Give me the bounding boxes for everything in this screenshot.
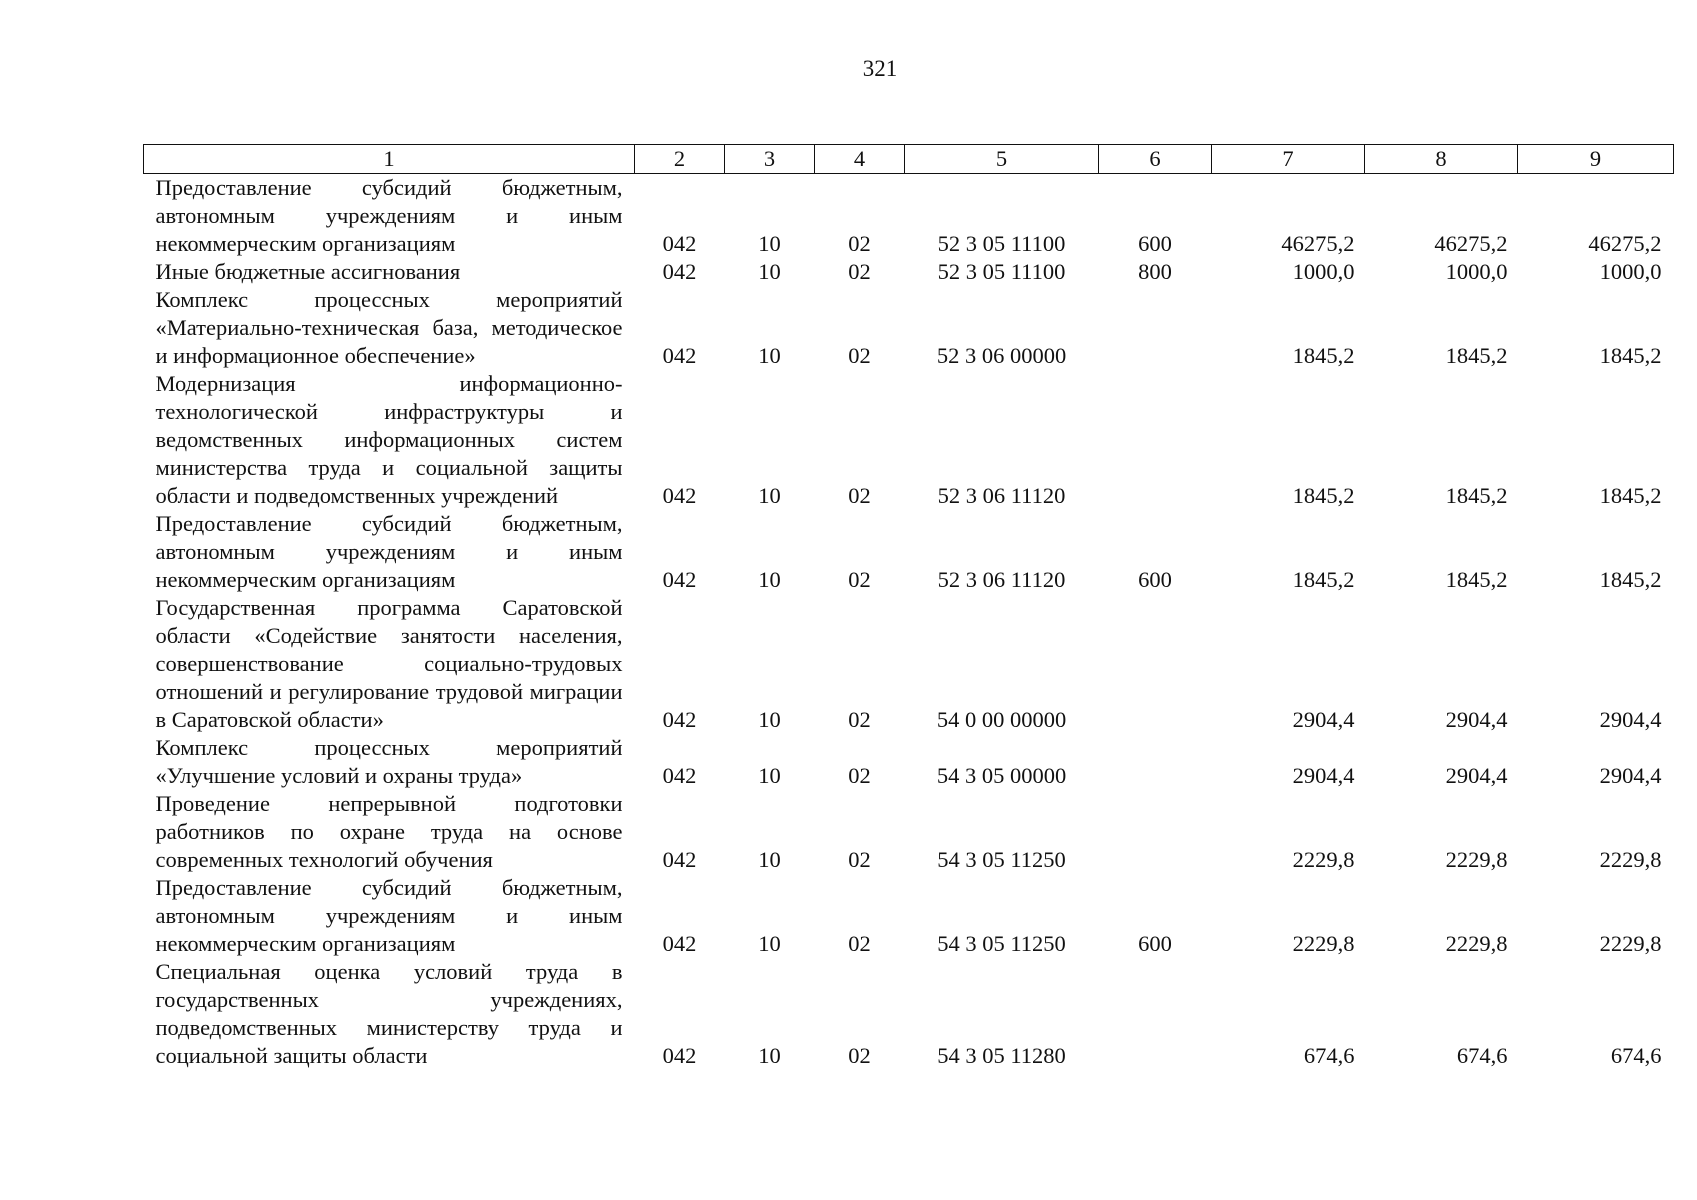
table-row [144,370,1674,510]
row-amount-1: 1845,2 [1292,483,1355,508]
row-amount-3: 1845,2 [1599,483,1662,508]
row-name: Иные бюджетные ассигнования [155,259,461,284]
row-expense-type: 600 [1138,231,1172,256]
header-col-7: 7 [1212,145,1365,174]
row-amount-1: 1845,2 [1292,567,1355,592]
row-section: 10 [758,931,781,956]
row-name: Предоставление субсидий бюджетным, автономным учреждениям и иным некоммерческим организациям [155,175,623,256]
row-target-article: 52 3 06 11120 [937,567,1066,592]
row-amount-3: 2904,4 [1599,707,1662,732]
table-row [144,790,1674,874]
table-row [144,258,1674,286]
row-amount-1: 2904,4 [1292,763,1355,788]
row-amount-3: 674,6 [1610,1043,1662,1068]
table-row [144,734,1674,790]
row-subsection: 02 [848,343,871,368]
row-amount-3: 1845,2 [1599,567,1662,592]
row-subsection: 02 [848,259,871,284]
row-expense-type: 600 [1138,567,1172,592]
row-amount-2: 2229,8 [1445,847,1508,872]
row-expense-type [1099,286,1212,370]
row-name: Государственная программа Саратовской области «Содействие занятости населения, совершенствование социально-трудовых отношений и регулирование трудовой миграции в Саратовской области» [155,595,623,732]
row-amount-2: 2229,8 [1445,931,1508,956]
row-name: Проведение непрерывной подготовки работников по охране труда на основе современных технологий обучения [155,791,623,872]
row-subsection: 02 [848,763,871,788]
row-amount-1: 2229,8 [1292,847,1355,872]
row-amount-1: 2229,8 [1292,931,1355,956]
row-expense-type [1099,790,1212,874]
row-amount-2: 674,6 [1456,1043,1508,1068]
row-amount-2: 1000,0 [1445,259,1508,284]
row-target-article: 54 3 05 11250 [937,847,1066,872]
row-ministry-code: 042 [662,343,697,368]
budget-table [143,144,1674,1070]
row-expense-type: 600 [1138,931,1172,956]
row-expense-type [1099,734,1212,790]
row-ministry-code: 042 [662,567,697,592]
row-section: 10 [758,343,781,368]
row-section: 10 [758,1043,781,1068]
row-section: 10 [758,483,781,508]
row-section: 10 [758,567,781,592]
row-target-article: 52 3 05 11100 [937,259,1066,284]
row-amount-2: 1845,2 [1445,567,1508,592]
row-section: 10 [758,707,781,732]
row-name: Модернизация информационно-технологической инфраструктуры и ведомственных информационных систем министерства труда и социальной защиты области и подведомственных учреждений [155,371,623,508]
row-target-article: 54 3 05 11250 [937,931,1066,956]
row-name: Специальная оценка условий труда в государственных учреждениях, подведомственных министерству труда и социальной защиты области [155,959,623,1068]
row-amount-2: 1845,2 [1445,343,1508,368]
table-row [144,874,1674,958]
row-amount-3: 46275,2 [1588,231,1662,256]
row-ministry-code: 042 [662,763,697,788]
row-subsection: 02 [848,483,871,508]
row-expense-type [1099,370,1212,510]
row-name: Комплекс процессных мероприятий «Улучшение условий и охраны труда» [155,735,623,788]
row-subsection: 02 [848,231,871,256]
row-amount-1: 46275,2 [1281,231,1355,256]
row-ministry-code: 042 [662,231,697,256]
header-col-9: 9 [1518,145,1674,174]
header-col-6: 6 [1099,145,1212,174]
row-target-article: 52 3 06 00000 [936,343,1067,368]
header-col-3: 3 [725,145,815,174]
row-ministry-code: 042 [662,931,697,956]
table-row [144,286,1674,370]
row-target-article: 52 3 06 11120 [937,483,1066,508]
row-section: 10 [758,763,781,788]
row-target-article: 54 3 05 00000 [936,763,1067,788]
row-amount-2: 46275,2 [1434,231,1508,256]
row-expense-type: 800 [1138,259,1172,284]
row-amount-3: 2229,8 [1599,847,1662,872]
row-ministry-code: 042 [662,483,697,508]
row-amount-1: 1845,2 [1292,343,1355,368]
table-row [144,510,1674,594]
row-amount-3: 2229,8 [1599,931,1662,956]
header-col-8: 8 [1365,145,1518,174]
row-ministry-code: 042 [662,259,697,284]
row-expense-type [1099,594,1212,734]
table-row [144,594,1674,734]
row-ministry-code: 042 [662,1043,697,1068]
header-col-4: 4 [815,145,905,174]
row-section: 10 [758,847,781,872]
table-row [144,958,1674,1070]
table-row [144,174,1674,259]
page-number: 321 [862,56,898,81]
row-amount-3: 1000,0 [1599,259,1662,284]
header-col-2: 2 [635,145,725,174]
row-amount-2: 2904,4 [1445,763,1508,788]
row-amount-3: 1845,2 [1599,343,1662,368]
row-target-article: 52 3 05 11100 [937,231,1066,256]
row-subsection: 02 [848,707,871,732]
header-col-5: 5 [905,145,1099,174]
row-name: Предоставление субсидий бюджетным, автономным учреждениям и иным некоммерческим организациям [155,875,623,956]
row-expense-type [1099,958,1212,1070]
row-target-article: 54 3 05 11280 [937,1043,1066,1068]
header-col-1: 1 [144,145,635,174]
row-amount-1: 2904,4 [1292,707,1355,732]
header-row [144,145,1674,174]
row-section: 10 [758,259,781,284]
row-amount-1: 674,6 [1303,1043,1355,1068]
row-amount-3: 2904,4 [1599,763,1662,788]
row-ministry-code: 042 [662,707,697,732]
row-amount-1: 1000,0 [1292,259,1355,284]
row-ministry-code: 042 [662,847,697,872]
row-subsection: 02 [848,567,871,592]
row-target-article: 54 0 00 00000 [936,707,1067,732]
row-subsection: 02 [848,847,871,872]
row-amount-2: 2904,4 [1445,707,1508,732]
row-name: Предоставление субсидий бюджетным, автономным учреждениям и иным некоммерческим организациям [155,511,623,592]
row-subsection: 02 [848,931,871,956]
row-subsection: 02 [848,1043,871,1068]
row-name: Комплекс процессных мероприятий «Материально-техническая база, методическое и информационное обеспечение» [155,287,623,368]
row-amount-2: 1845,2 [1445,483,1508,508]
row-section: 10 [758,231,781,256]
